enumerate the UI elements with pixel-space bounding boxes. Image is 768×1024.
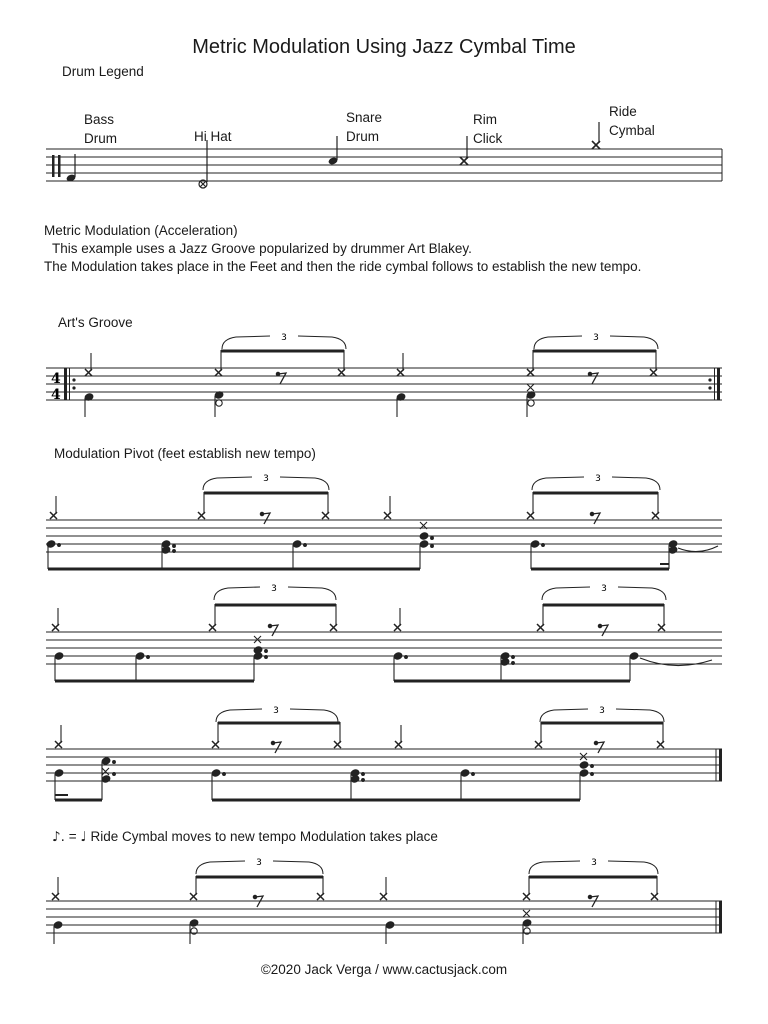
- snare-drum-note: [328, 136, 339, 166]
- time-signature-top: 4: [51, 371, 61, 387]
- equals-sign: =: [68, 829, 77, 844]
- foot-notes: [53, 910, 532, 944]
- triplet-number: 3: [273, 706, 279, 716]
- pivot-staff-2: [0, 578, 768, 690]
- ride-cymbal-notes: [52, 876, 658, 900]
- final-staff: [0, 850, 768, 950]
- time-signature-bottom: 4: [51, 387, 61, 403]
- rim-click-note: [460, 136, 468, 165]
- final-barline: [719, 749, 722, 781]
- triplet-number: 3: [599, 706, 605, 716]
- footer-copyright: ©2020 Jack Verga / www.cactusjack.com: [260, 962, 508, 977]
- final-barline: [719, 901, 722, 933]
- triplet-number: 3: [595, 474, 601, 484]
- percussion-clef: [52, 155, 61, 177]
- bass-drum-note: [66, 154, 77, 183]
- tie: [678, 546, 718, 552]
- triplet-number: 3: [263, 474, 269, 484]
- triplet-number: 3: [591, 858, 597, 868]
- pivot-staff-1: [0, 468, 768, 578]
- legend-label-ride-cymbal: Ride Cymbal: [609, 104, 655, 138]
- foot-notes: [46, 522, 678, 569]
- ride-cymbal-notes: [55, 722, 664, 748]
- groove-staff: [0, 325, 768, 425]
- modulation-note-text: Ride Cymbal moves to new tempo Modulation takes place: [90, 829, 438, 844]
- eighth-rest: [260, 512, 600, 524]
- modulation-note: [52, 829, 438, 846]
- quarter-note-icon: ♩: [80, 829, 87, 845]
- pivot-staff-3: [0, 700, 768, 812]
- ride-cymbal-note: [592, 122, 600, 149]
- description-line-1: This example uses a Jazz Groove popularized by drummer Art Blakey.: [52, 241, 472, 256]
- triplet-number: 3: [256, 858, 262, 868]
- ride-cymbal-notes: [52, 604, 665, 631]
- description-heading: Metric Modulation (Acceleration): [44, 223, 238, 238]
- foot-notes: [54, 636, 639, 681]
- section-label-pivot: Modulation Pivot (feet establish new tempo): [54, 446, 316, 461]
- triplet-bracket: [203, 477, 660, 490]
- triplet-bracket: [214, 587, 666, 600]
- triplet-bracket: [196, 861, 658, 874]
- ride-cymbal-notes: [85, 350, 657, 376]
- description-line-2: The Modulation takes place in the Feet and then the ride cymbal follows to establish the new tempo.: [44, 259, 642, 274]
- ride-cymbal-notes: [50, 492, 659, 519]
- triplet-number: 3: [281, 333, 287, 343]
- legend-label-bass-drum: Bass Drum: [84, 112, 117, 146]
- legend-heading: Drum Legend: [62, 64, 144, 79]
- dotted-eighth-icon: ♪.: [52, 829, 65, 845]
- legend-label-hi-hat: Hi Hat: [194, 129, 232, 144]
- triplet-number: 3: [601, 584, 607, 594]
- triplet-number: 3: [271, 584, 277, 594]
- legend-label-rim-click: Rim Click: [473, 112, 503, 146]
- foot-notes: [54, 753, 593, 800]
- triplet-bracket: [216, 709, 664, 722]
- eighth-rest: [271, 741, 604, 753]
- legend-label-snare-drum: Snare Drum: [346, 110, 383, 144]
- legend-staff: [0, 140, 768, 200]
- eighth-rest: [276, 372, 598, 384]
- triplet-number: 3: [593, 333, 599, 343]
- eighth-rest: [268, 624, 608, 636]
- page-title: Metric Modulation Using Jazz Cymbal Time: [192, 36, 576, 58]
- section-label-groove: Art's Groove: [58, 315, 133, 330]
